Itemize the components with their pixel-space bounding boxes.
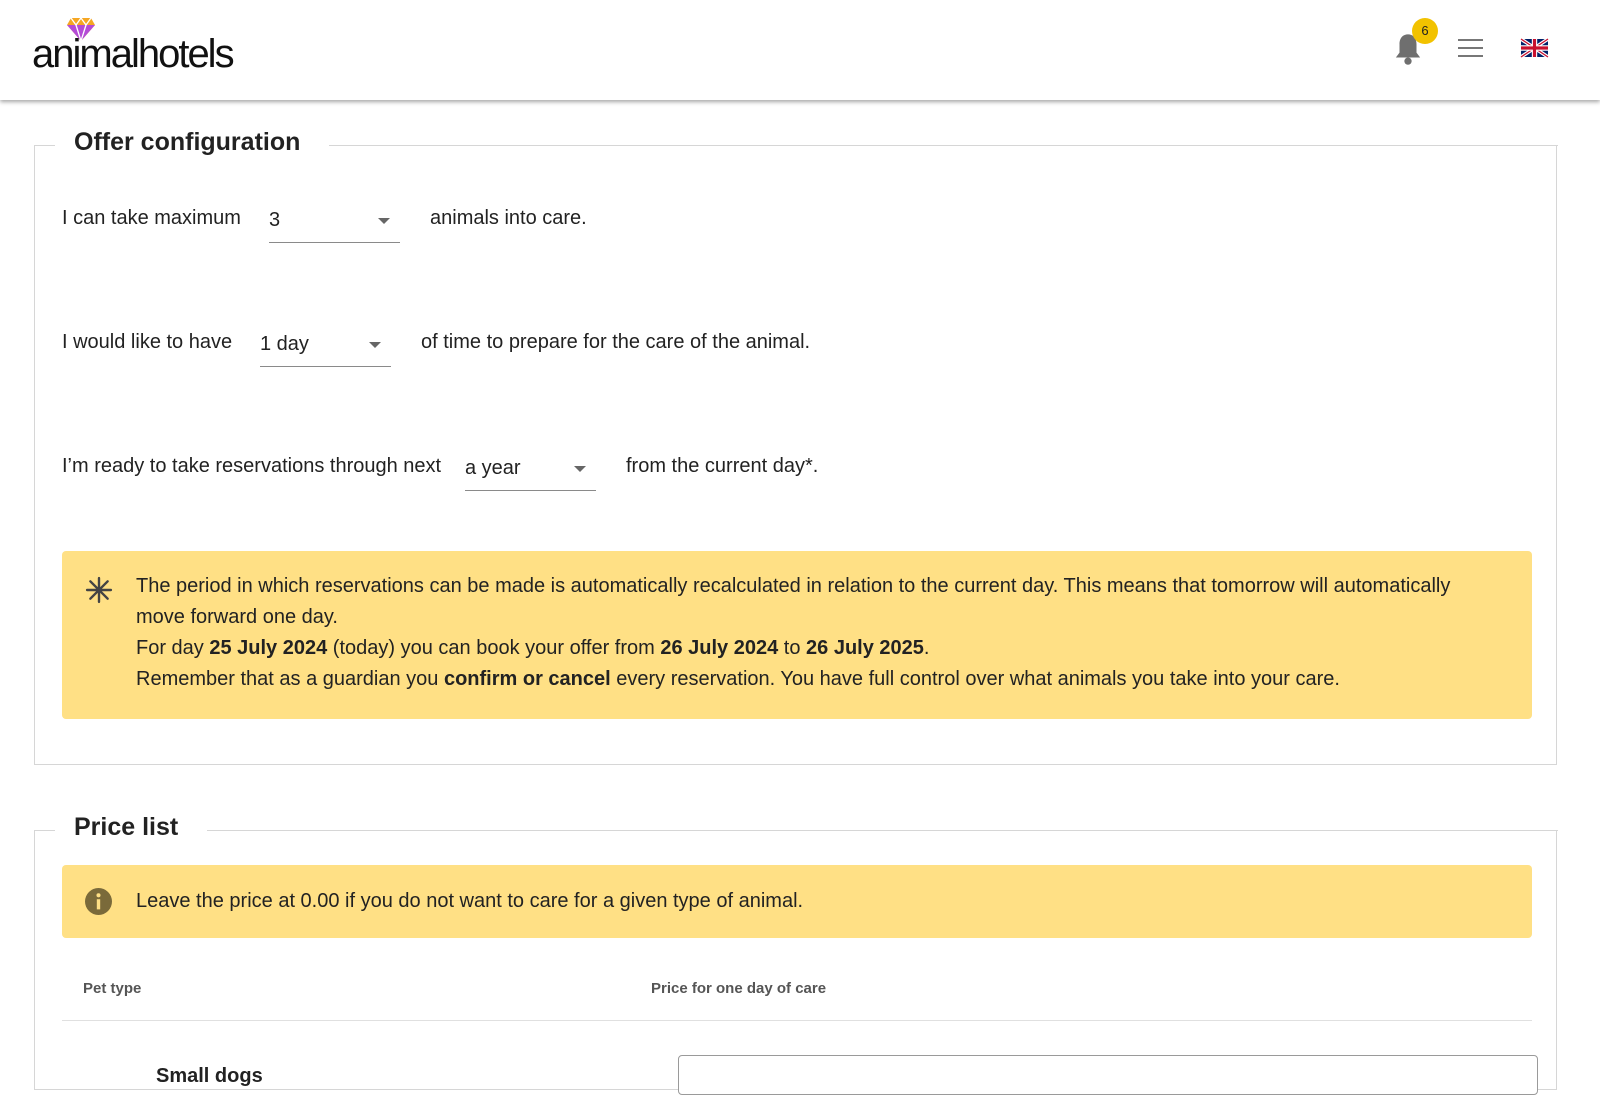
prep-time-value: 1 day [260, 333, 309, 355]
price-info-text: Leave the price at 0.00 if you do not want to care for a given type of animal. [136, 890, 804, 912]
logo[interactable] [32, 14, 292, 74]
section-title: Price list [70, 813, 182, 842]
chevron-down-icon [378, 218, 390, 224]
reservations-suffix: from the current day*. [626, 455, 819, 477]
max-animals-value: 3 [269, 209, 281, 231]
section-title: Offer configuration [70, 128, 304, 157]
notice-line-2: For day 25 July 2024 (today) you can book your offer from 26 July 2024 to 26 July 2025. [136, 637, 930, 659]
offer-configuration-section [34, 128, 1557, 765]
prep-time-row [62, 331, 1462, 371]
reservations-label: I’m ready to take reservations through next [62, 455, 442, 477]
notice-line-3: Remember that as a guardian you confirm or cancel every reservation. You have full control over what animals you take into your care. [136, 668, 1340, 690]
reservations-select[interactable] [465, 455, 596, 491]
logo-text: animalhotels [32, 32, 233, 76]
chevron-down-icon [369, 342, 381, 348]
notice-line-1: The period in which reservations can be made is automatically recalculated in relation to the current day. This means that tomorrow will automatically move forward one day. [136, 575, 1451, 628]
uk-flag-icon[interactable] [1521, 38, 1548, 58]
asterisk-icon [86, 577, 112, 603]
price-input[interactable] [678, 1055, 1538, 1095]
pet-type-label: Small dogs [156, 1065, 263, 1087]
confirm-or-cancel-text: confirm or cancel [443, 668, 611, 690]
max-animals-row [62, 207, 1462, 247]
prep-time-label: I would like to have [62, 331, 233, 353]
column-header-price: Price for one day of care [651, 980, 827, 997]
price-list-section [34, 813, 1557, 1090]
max-animals-label: I can take maximum [62, 207, 241, 229]
table-header-divider [62, 1020, 1532, 1021]
reservations-value: a year [465, 457, 521, 479]
max-animals-suffix: animals into care. [430, 207, 587, 229]
top-bar [0, 0, 1600, 100]
table-row [62, 1055, 1532, 1095]
reservations-row [62, 455, 1462, 495]
prep-time-select[interactable] [260, 331, 391, 367]
price-info-notice [62, 865, 1532, 938]
hamburger-menu-icon[interactable] [1458, 39, 1483, 59]
prep-time-suffix: of time to prepare for the care of the animal. [421, 331, 811, 353]
info-icon [85, 888, 112, 915]
column-header-pet-type: Pet type [83, 980, 142, 997]
today-date: 25 July 2024 [209, 637, 328, 659]
notification-badge: 6 [1412, 18, 1438, 44]
max-animals-select[interactable] [269, 207, 400, 243]
chevron-down-icon [574, 466, 586, 472]
to-date: 26 July 2025 [806, 637, 924, 659]
reservation-notice [62, 551, 1532, 719]
from-date: 26 July 2024 [660, 637, 779, 659]
